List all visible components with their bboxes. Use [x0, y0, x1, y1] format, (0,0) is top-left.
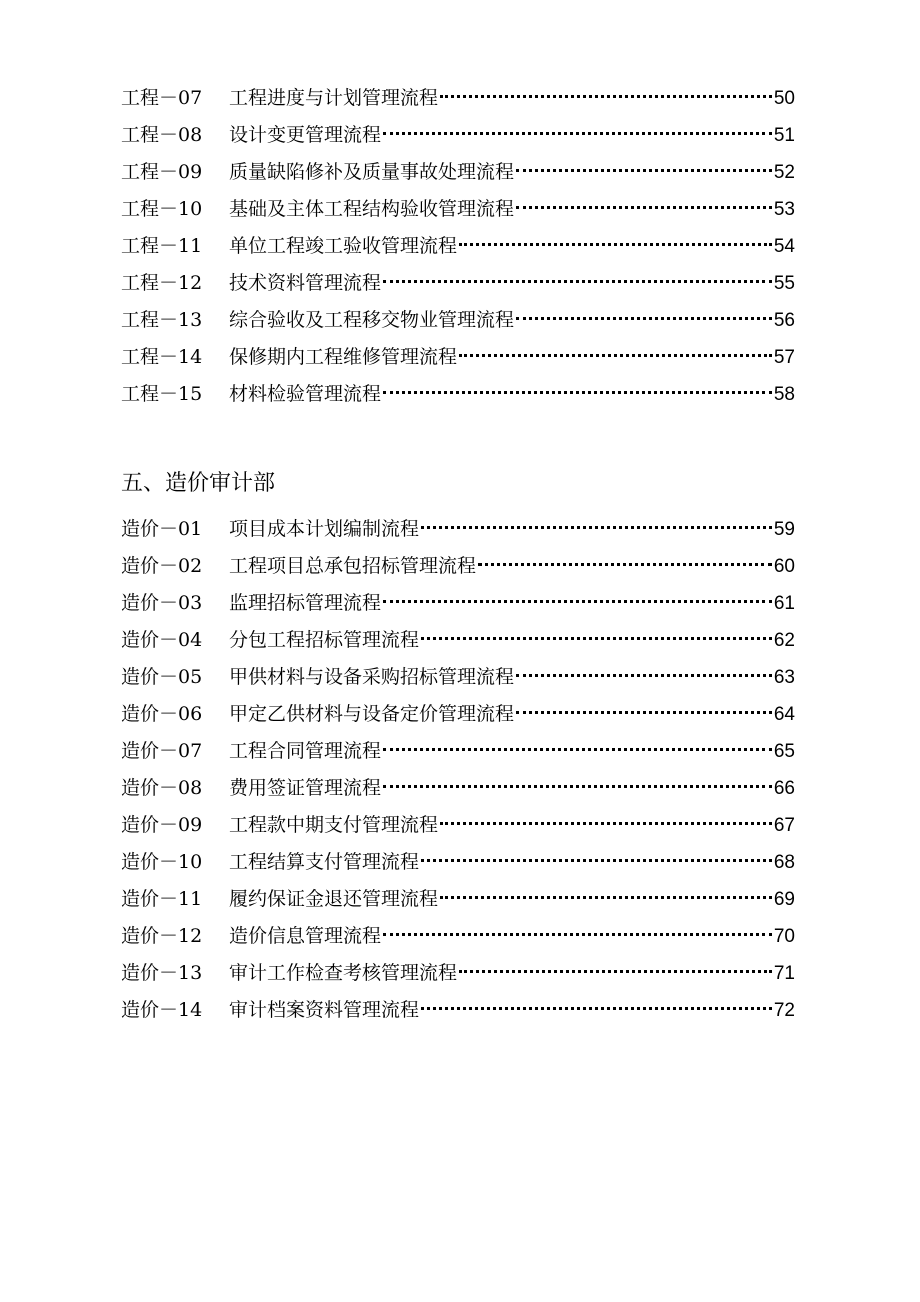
toc-entry-title: 费用签证管理流程	[229, 777, 382, 799]
toc-entry[interactable]	[121, 376, 795, 413]
toc-entry[interactable]	[121, 955, 795, 992]
toc-entry-page-number: 58	[773, 384, 795, 405]
toc-dot-leader	[383, 132, 772, 135]
toc-entry-page-number: 62	[773, 630, 795, 651]
toc-entry[interactable]	[121, 339, 795, 376]
toc-entry-page-number: 66	[773, 778, 795, 799]
toc-entry-code: 工程－15	[121, 383, 203, 405]
toc-entry-title: 基础及主体工程结构验收管理流程	[229, 198, 515, 220]
toc-entry-title: 项目成本计划编制流程	[229, 518, 420, 540]
toc-entry[interactable]	[121, 918, 795, 955]
toc-entry-title: 单位工程竣工验收管理流程	[229, 235, 458, 257]
toc-entry-page-number: 56	[773, 310, 795, 331]
toc-entry-title: 综合验收及工程移交物业管理流程	[229, 309, 515, 331]
toc-entry[interactable]	[121, 191, 795, 228]
toc-entry-title: 监理招标管理流程	[229, 592, 382, 614]
toc-entry[interactable]	[121, 881, 795, 918]
toc-entry-code: 造价－04	[121, 629, 203, 651]
toc-dot-leader	[459, 354, 772, 357]
toc-entry-page-number: 51	[773, 125, 795, 146]
toc-list-engineering	[121, 80, 795, 413]
toc-entry-code: 工程－09	[121, 161, 203, 183]
toc-entry-page-number: 67	[773, 815, 795, 836]
toc-dot-leader	[459, 970, 772, 973]
toc-dot-leader	[440, 822, 772, 825]
toc-dot-leader	[421, 859, 772, 862]
toc-entry[interactable]	[121, 992, 795, 1029]
toc-entry-title: 甲定乙供材料与设备定价管理流程	[229, 703, 515, 725]
toc-entry-page-number: 55	[773, 273, 795, 294]
toc-entry-page-number: 50	[773, 88, 795, 109]
toc-dot-leader	[421, 637, 772, 640]
toc-entry[interactable]	[121, 622, 795, 659]
toc-entry[interactable]	[121, 154, 795, 191]
toc-entry-page-number: 52	[773, 162, 795, 183]
toc-entry[interactable]	[121, 302, 795, 339]
toc-entry-title: 造价信息管理流程	[229, 925, 382, 947]
toc-entry[interactable]	[121, 117, 795, 154]
toc-entry[interactable]	[121, 659, 795, 696]
toc-entry[interactable]	[121, 844, 795, 881]
toc-entry-code: 造价－05	[121, 666, 203, 688]
toc-entry-code: 工程－10	[121, 198, 203, 220]
toc-entry-title: 工程项目总承包招标管理流程	[229, 555, 477, 577]
toc-entry-title: 审计档案资料管理流程	[229, 999, 420, 1021]
toc-entry-title: 技术资料管理流程	[229, 272, 382, 294]
toc-entry-code: 工程－12	[121, 272, 203, 294]
toc-entry-code: 造价－14	[121, 999, 203, 1021]
section-heading-cost-audit: 五、造价审计部	[121, 471, 276, 496]
toc-dot-leader	[440, 95, 772, 98]
toc-entry-code: 造价－02	[121, 555, 203, 577]
toc-dot-leader	[383, 785, 772, 788]
toc-entry[interactable]	[121, 770, 795, 807]
toc-entry-code: 造价－08	[121, 777, 203, 799]
toc-entry-code: 造价－09	[121, 814, 203, 836]
toc-entry-code: 造价－07	[121, 740, 203, 762]
toc-entry-title: 设计变更管理流程	[229, 124, 382, 146]
toc-entry-code: 造价－01	[121, 518, 203, 540]
toc-entry-page-number: 63	[773, 667, 795, 688]
toc-entry-code: 工程－07	[121, 87, 203, 109]
toc-dot-leader	[516, 317, 772, 320]
toc-entry-page-number: 69	[773, 889, 795, 910]
toc-entry-title: 质量缺陷修补及质量事故处理流程	[229, 161, 515, 183]
toc-entry-title: 甲供材料与设备采购招标管理流程	[229, 666, 515, 688]
toc-entry[interactable]	[121, 807, 795, 844]
toc-dot-leader	[516, 674, 772, 677]
toc-entry-page-number: 53	[773, 199, 795, 220]
toc-entry-title: 分包工程招标管理流程	[229, 629, 420, 651]
toc-entry-code: 造价－06	[121, 703, 203, 725]
toc-dot-leader	[383, 600, 772, 603]
toc-dot-leader	[383, 748, 772, 751]
toc-entry[interactable]	[121, 228, 795, 265]
toc-entry-code: 工程－13	[121, 309, 203, 331]
toc-entry-title: 材料检验管理流程	[229, 383, 382, 405]
toc-entry[interactable]	[121, 265, 795, 302]
toc-dot-leader	[421, 526, 772, 529]
toc-dot-leader	[478, 563, 772, 566]
toc-dot-leader	[421, 1007, 772, 1010]
toc-entry[interactable]	[121, 80, 795, 117]
toc-entry-page-number: 59	[773, 519, 795, 540]
toc-entry-code: 造价－12	[121, 925, 203, 947]
toc-entry-code: 工程－11	[121, 235, 203, 257]
toc-entry-page-number: 64	[773, 704, 795, 725]
toc-entry-code: 工程－08	[121, 124, 203, 146]
toc-entry[interactable]	[121, 585, 795, 622]
toc-dot-leader	[516, 169, 772, 172]
toc-entry-page-number: 60	[773, 556, 795, 577]
toc-list-cost-audit	[121, 511, 795, 1029]
toc-entry-code: 造价－10	[121, 851, 203, 873]
toc-entry-page-number: 71	[773, 963, 795, 984]
toc-entry[interactable]	[121, 548, 795, 585]
toc-dot-leader	[383, 933, 772, 936]
toc-entry-page-number: 65	[773, 741, 795, 762]
toc-entry[interactable]	[121, 511, 795, 548]
toc-entry-code: 造价－11	[121, 888, 203, 910]
toc-dot-leader	[440, 896, 772, 899]
toc-entry-code: 造价－03	[121, 592, 203, 614]
toc-entry-title: 工程进度与计划管理流程	[229, 87, 439, 109]
toc-entry-title: 审计工作检查考核管理流程	[229, 962, 458, 984]
toc-entry-title: 履约保证金退还管理流程	[229, 888, 439, 910]
toc-dot-leader	[516, 711, 772, 714]
toc-entry-title: 工程结算支付管理流程	[229, 851, 420, 873]
toc-entry-code: 造价－13	[121, 962, 203, 984]
toc-entry-page-number: 57	[773, 347, 795, 368]
toc-entry-page-number: 68	[773, 852, 795, 873]
toc-entry-page-number: 70	[773, 926, 795, 947]
toc-entry-page-number: 61	[773, 593, 795, 614]
toc-dot-leader	[383, 391, 772, 394]
toc-dot-leader	[383, 280, 772, 283]
toc-entry-title: 工程款中期支付管理流程	[229, 814, 439, 836]
toc-dot-leader	[459, 243, 772, 246]
toc-entry[interactable]	[121, 696, 795, 733]
toc-entry[interactable]	[121, 733, 795, 770]
toc-entry-title: 保修期内工程维修管理流程	[229, 346, 458, 368]
toc-entry-page-number: 72	[773, 1000, 795, 1021]
toc-entry-code: 工程－14	[121, 346, 203, 368]
toc-dot-leader	[516, 206, 772, 209]
toc-entry-title: 工程合同管理流程	[229, 740, 382, 762]
toc-entry-page-number: 54	[773, 236, 795, 257]
